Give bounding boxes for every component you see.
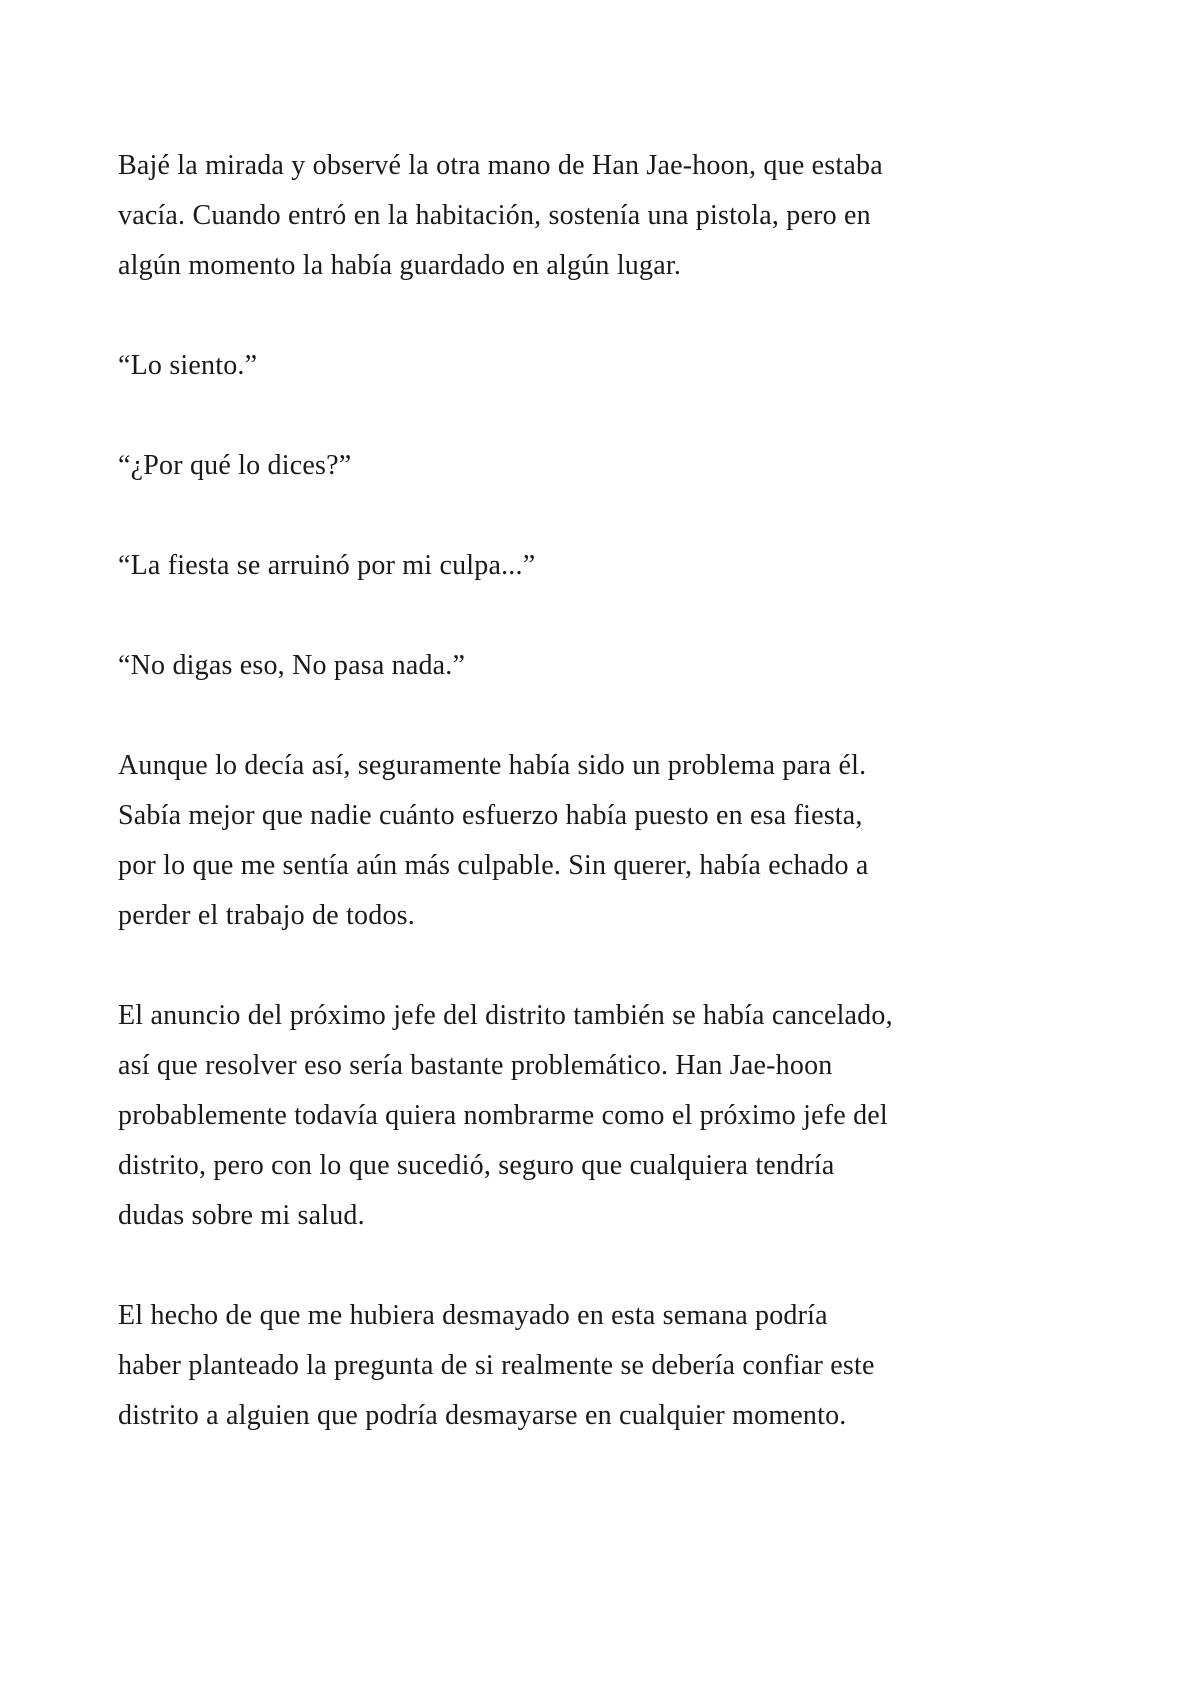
paragraph-dialogue-fiesta <box>118 541 1018 591</box>
text-line: así que resolver eso sería bastante problemático. Han Jae-hoon <box>118 1050 833 1081</box>
text-line: distrito a alguien que podría desmayarse en cualquier momento. <box>118 1400 847 1431</box>
text-line: Bajé la mirada y observé la otra mano de Han Jae-hoon, que estaba <box>118 150 883 181</box>
paragraph-dialogue-no-digas <box>118 641 1018 691</box>
text-line: haber planteado la pregunta de si realmente se debería confiar este <box>118 1350 875 1381</box>
text-line: algún momento la había guardado en algún lugar. <box>118 250 682 281</box>
document-page <box>118 141 1018 1491</box>
text-line: vacía. Cuando entró en la habitación, sostenía una pistola, pero en <box>118 200 871 231</box>
text-line: distrito, pero con lo que sucedió, seguro que cualquiera tendría <box>118 1150 835 1181</box>
text-line: El hecho de que me hubiera desmayado en esta semana podría <box>118 1300 828 1331</box>
text-line: “Lo siento.” <box>118 350 258 381</box>
text-line: perder el trabajo de todos. <box>118 900 415 931</box>
text-line: “¿Por qué lo dices?” <box>118 450 352 481</box>
text-line: El anuncio del próximo jefe del distrito también se había cancelado, <box>118 1000 893 1031</box>
text-line: “La fiesta se arruinó por mi culpa...” <box>118 550 536 581</box>
paragraph-narration-2 <box>118 741 1018 941</box>
text-line: probablemente todavía quiera nombrarme como el próximo jefe del <box>118 1100 888 1131</box>
text-line: Aunque lo decía así, seguramente había sido un problema para él. <box>118 750 867 781</box>
paragraph-dialogue-por-que <box>118 441 1018 491</box>
text-line: Sabía mejor que nadie cuánto esfuerzo había puesto en esa fiesta, <box>118 800 863 831</box>
paragraph-narration-1 <box>118 141 1018 291</box>
paragraph-narration-4 <box>118 1291 1018 1441</box>
text-line: dudas sobre mi salud. <box>118 1200 365 1231</box>
paragraph-narration-3 <box>118 991 1018 1241</box>
paragraph-dialogue-lo-siento <box>118 341 1018 391</box>
text-line: por lo que me sentía aún más culpable. Sin querer, había echado a <box>118 850 869 881</box>
text-line: “No digas eso, No pasa nada.” <box>118 650 466 681</box>
